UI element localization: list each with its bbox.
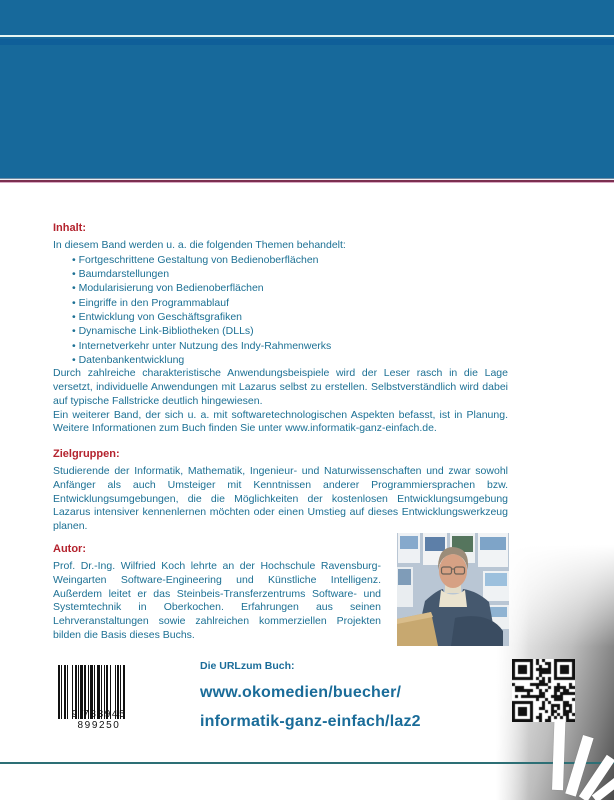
section-zielgruppen: [53, 447, 508, 534]
ean-barcode: [53, 663, 145, 732]
bottom-rule-line: [0, 762, 614, 764]
autor-text-column: [53, 531, 381, 646]
autor-heading: Autor:: [53, 543, 86, 555]
banner-shade-line: [0, 39, 614, 45]
bullet-item: • Eingriffe in den Programmablauf: [72, 296, 508, 310]
qr-code: [512, 659, 575, 722]
zielgruppen-paragraph: Studierende der Informatik, Mathematik, Ingenieur- und Naturwissenschaften und zwar sowohl Anfänger als auch Umsteiger mit Kenntnissen anderer Programmiersprachen bzw. Entwicklungsumgebungen, die die Möglichkeiten der kostenlosen Entwicklungsumgebung Lazarus intensiver kennenlernen möchten oder einen Umstieg auf dieses Entwicklungswerkzeug planen.: [53, 465, 508, 533]
url-block: [200, 660, 421, 742]
banner-separator-pink: [0, 182, 614, 183]
bullet-item: • Dynamische Link-Bibliotheken (DLLs): [72, 324, 508, 338]
inhalt-paragraph-2: Ein weiterer Band, der sich u. a. mit softwaretechnologischen Aspekten befasst, ist in Planung. Weitere Informationen zum Buch finden Sie unter www.informatik-ganz-einfach.de.: [53, 408, 508, 435]
url-label: Die URLzum Buch:: [200, 660, 295, 672]
autor-paragraph: Prof. Dr.-Ing. Wilfried Koch lehrte an der Hochschule Ravensburg-Weingarten Software-Engineering und Künstliche Intelligenz. Außerdem leitet er das Steinbeis-Transferzentrums Software- und Systemtechnik in Oberkochen. Erfahrungen aus seinen Lehrveranstaltungen sowie zahlreichen kommerziellen Projekten bilden die Basis dieses Buchs.: [53, 560, 381, 641]
bullet-item: • Modularisierung von Bedienoberflächen: [72, 281, 508, 295]
url-line-1: www.okomedien/buecher/: [200, 684, 402, 701]
inhalt-intro: In diesem Band werden u. a. die folgenden Themen behandelt:: [53, 239, 346, 251]
author-photo: [397, 533, 509, 646]
section-autor: [53, 531, 509, 646]
bullet-item: • Internetverkehr unter Nutzung des Indy-Rahmenwerks: [72, 339, 508, 353]
bullet-item: • Baumdarstellungen: [72, 267, 508, 281]
bullet-item: • Fortgeschrittene Gestaltung von Bedienoberflächen: [72, 253, 508, 267]
bullet-item: • Entwicklung von Geschäftsgrafiken: [72, 310, 508, 324]
barcode-digits: 9 783945 899250: [71, 709, 127, 731]
inhalt-bullet-list: [53, 253, 508, 367]
section-inhalt: [53, 221, 508, 436]
inhalt-heading: Inhalt:: [53, 222, 86, 234]
banner-highlight-line: [0, 35, 614, 37]
zielgruppen-heading: Zielgruppen:: [53, 448, 120, 460]
top-banner: [0, 0, 614, 178]
url-line-2: informatik-ganz-einfach/laz2: [200, 713, 421, 730]
bullet-item: • Datenbankentwicklung: [72, 353, 508, 367]
inhalt-paragraph-1: Durch zahlreiche charakteristische Anwendungsbeispiele wird der Leser rasch in die Lage versetzt, individuelle Anwendungen mit Lazarus selbst zu erstellen. Selbstverständlich wird dabei auf typische Fallstricke deutlich hingewiesen.: [53, 367, 508, 407]
